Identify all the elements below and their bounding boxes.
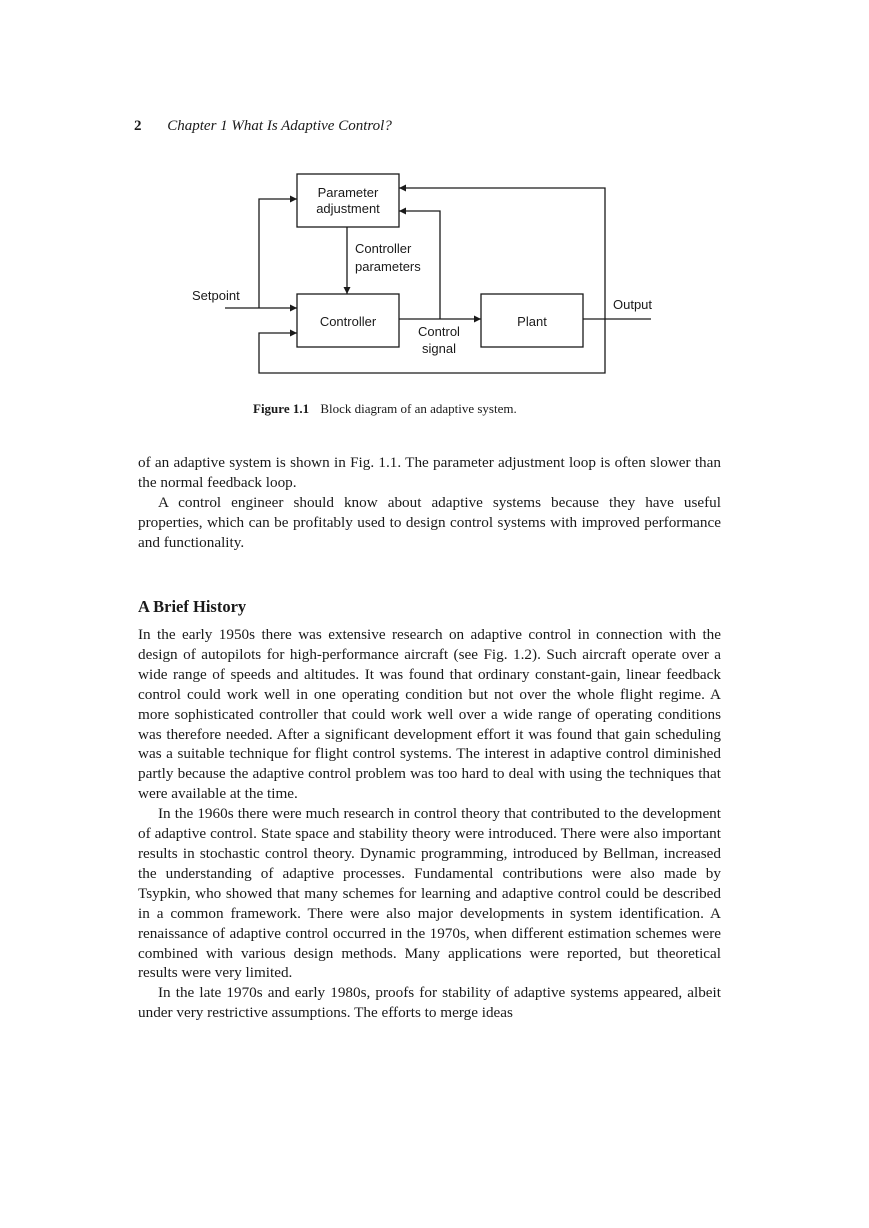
setpoint-label: Setpoint xyxy=(192,288,240,303)
section-body xyxy=(138,625,721,1023)
adaptive-system-block-diagram xyxy=(0,0,869,400)
paragraph: In the late 1970s and early 1980s, proofs for stability of adaptive systems appeared, albeit under very restrictive assumptions. The efforts to merge ideas xyxy=(138,984,721,1022)
output-label: Output xyxy=(613,297,653,312)
controller-label: Controller xyxy=(319,314,377,329)
controller-parameters-label: Controller xyxy=(355,241,412,256)
figure-caption xyxy=(253,401,517,417)
section-heading: A Brief History xyxy=(138,597,247,616)
paragraph: In the early 1950s there was extensive research on adaptive control in connection with the design of autopilots for high-performance aircraft (see Fig. 1.2). Such aircraft operate over a wide range of speeds and altitudes. It was found that ordinary constant-gain, linear feedback control could work well in one operating condition but not over the whole flight regime. A more sophisticated controller that could work well over a wide range of operating conditions was therefore needed. After a significant development effort it was found that gain scheduling was a suitable technique for flight control systems. The interest in adaptive control diminished partly because the adaptive control problem was too hard to deal with using the techniques that were available at the time. xyxy=(138,626,721,803)
parameter-adjustment-label: Parameter xyxy=(317,185,379,200)
intro-text xyxy=(138,453,721,553)
control-signal-label: signal xyxy=(422,341,456,356)
control-signal-label: Control xyxy=(418,324,460,339)
paragraph: A control engineer should know about adaptive systems because they have useful properties, which can be profitably used to design control systems with improved performance and functionality. xyxy=(138,493,721,551)
controller-parameters-label: parameters xyxy=(355,259,421,274)
page-number: 2 xyxy=(134,118,142,134)
running-title: Chapter 1 What Is Adaptive Control? xyxy=(167,118,392,134)
plant-label: Plant xyxy=(517,314,547,329)
figure-caption-text: Block diagram of an adaptive system. xyxy=(320,401,517,416)
paragraph: In the 1960s there were much research in control theory that contributed to the development of adaptive control. State space and stability theory were introduced. There were also important results in stochastic control theory. Dynamic programming, introduced by Bellman, increased the understanding of adaptive processes. Fundamental contributions were also made by Tsypkin, who showed that many schemes for learning and adaptive control could be described in a common framework. There were also major developments in system identification. A renaissance of adaptive control occurred in the 1970s, when different estimation schemes were combined with various design methods. Many applications were reported, but theoretical results were very limited. xyxy=(138,805,721,982)
setpoint-to-adjustment xyxy=(259,199,297,308)
paragraph: of an adaptive system is shown in Fig. 1.1. The parameter adjustment loop is often slower than the normal feedback loop. xyxy=(138,454,721,491)
figure-number: Figure 1.1 xyxy=(253,401,310,416)
parameter-adjustment-label: adjustment xyxy=(316,201,380,216)
